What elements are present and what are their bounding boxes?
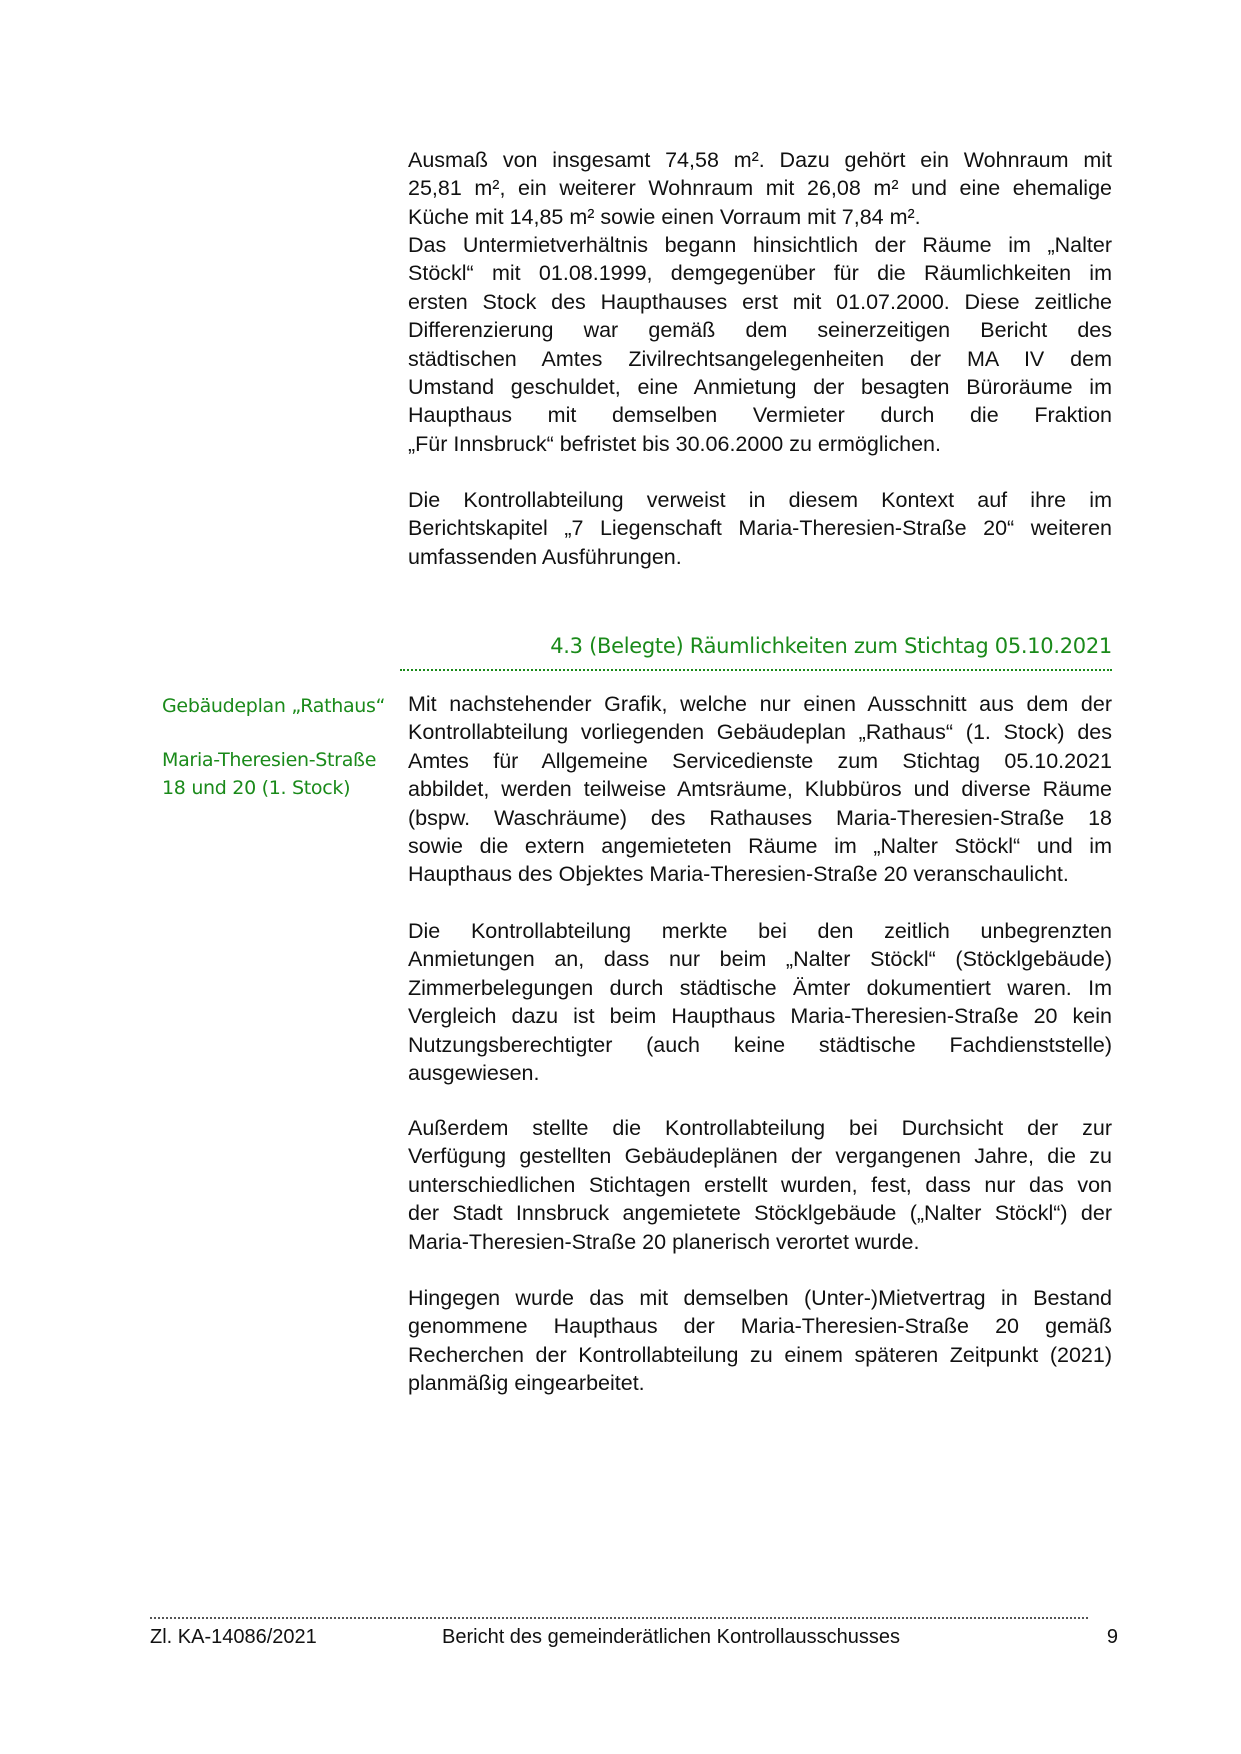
footer-reference: Zl. KA-14086/2021 [150, 1626, 317, 1648]
text-line: Umstand geschuldet, eine Anmietung der besagten Büroräume im [408, 375, 1112, 400]
text-line: städtischen Amtes Zivilrechtsangelegenheiten der MA IV dem [408, 346, 1112, 371]
text-line: Kontrollabteilung vorliegenden Gebäudeplan „Rathaus“ (1. Stock) des [408, 720, 1112, 745]
text-line: Das Untermietverhältnis begann hinsichtlich der Räume im „Nalter [408, 233, 1112, 257]
text-line: Hingegen wurde das mit demselben (Unter-)Mietvertrag in Bestand [408, 1286, 1112, 1310]
text-line: Berichtskapitel „7 Liegenschaft Maria-Theresien-Straße 20“ weiteren [408, 516, 1112, 541]
text-line: Differenzierung war gemäß dem seinerzeitigen Bericht des [408, 318, 1112, 343]
paragraph-building-plans-review [408, 1114, 1112, 1256]
text-line: umfassenden Ausführungen. [408, 544, 682, 569]
text-line: sowie die extern angemieteten Räume im „Nalter Stöckl“ und im [408, 834, 1112, 859]
text-line: Küche mit 14,85 m² sowie einen Vorraum mit 7,84 m². [408, 204, 921, 229]
text-line: abbildet, werden teilweise Amtsräume, Klubbüros und diverse Räume [408, 777, 1112, 802]
page-number: 9 [1106, 1626, 1118, 1648]
text-line: Amtes für Allgemeine Servicedienste zum Stichtag 05.10.2021 [408, 748, 1112, 773]
margin-note-text: Gebäudeplan „Rathaus“ [162, 695, 386, 717]
margin-note-text: 18 und 20 (1. Stock) [162, 777, 351, 799]
text-line: Nutzungsberechtigter (auch keine städtische Fachdienststelle) [408, 1032, 1112, 1057]
text-line: (bspw. Waschräume) des Rathauses Maria-Theresien-Straße 18 [408, 805, 1112, 830]
text-line: Haupthaus des Objektes Maria-Theresien-Straße 20 veranschaulicht. [408, 862, 1069, 887]
text-line: Außerdem stellte die Kontrollabteilung bei Durchsicht der zur [408, 1116, 1112, 1140]
text-line: Die Kontrollabteilung merkte bei den zeitlich unbegrenzten [408, 919, 1112, 943]
text-line: Mit nachstehender Grafik, welche nur einen Ausschnitt aus dem der [408, 692, 1112, 716]
paragraph-reference-chapter [408, 486, 1112, 571]
heading-divider [400, 669, 1112, 671]
footer-title: Bericht des gemeinderätlichen Kontrollausschusses [442, 1626, 901, 1648]
text-line: ausgewiesen. [408, 1061, 540, 1086]
text-line: genommene Haupthaus der Maria-Theresien-Straße 20 gemäß [408, 1314, 1112, 1339]
paragraph-unlimited-leases [408, 917, 1112, 1087]
text-line: ersten Stock des Haupthauses erst mit 01.07.2000. Diese zeitliche [408, 289, 1112, 314]
margin-note-building-plan [162, 692, 392, 720]
text-line: Anmietungen an, dass nur beim „Nalter Stöckl“ (Stöcklgebäude) [408, 947, 1112, 972]
paragraph-graphic-description [408, 690, 1112, 889]
text-line: unterschiedlichen Stichtagen erstellt wurden, fest, dass nur das von [408, 1172, 1112, 1197]
text-line: Maria-Theresien-Straße 20 planerisch verortet wurde. [408, 1229, 920, 1254]
margin-note-address [162, 746, 392, 802]
text-line: der Stadt Innsbruck angemietete Stöcklgebäude („Nalter Stöckl“) der [408, 1201, 1112, 1226]
text-line: planmäßig eingearbeitet. [408, 1371, 645, 1396]
text-line: Die Kontrollabteilung verweist in diesem Kontext auf ihre im [408, 488, 1112, 512]
text-line: Haupthaus mit demselben Vermieter durch die Fraktion [408, 403, 1112, 428]
text-line: „Für Innsbruck“ befristet bis 30.06.2000 zu ermöglichen. [408, 431, 941, 456]
text-line: Verfügung gestellten Gebäudeplänen der vergangenen Jahre, die zu [408, 1144, 1112, 1169]
text-line: Recherchen der Kontrollabteilung zu einem späteren Zeitpunkt (2021) [408, 1342, 1112, 1367]
text-line: Zimmerbelegungen durch städtische Ämter dokumentiert waren. Im [408, 975, 1112, 1000]
paragraph-main-house-integration [408, 1284, 1112, 1398]
margin-note-text: Maria-Theresien-Straße [162, 749, 377, 771]
text-line: Ausmaß von insgesamt 74,58 m². Dazu gehört ein Wohnraum mit [408, 148, 1112, 172]
text-line: Stöckl“ mit 01.08.1999, demgegenüber für die Räumlichkeiten im [408, 261, 1112, 286]
paragraph-sublease-start [408, 231, 1112, 458]
paragraph-area-dimensions [408, 146, 1112, 231]
text-line: 25,81 m², ein weiterer Wohnraum mit 26,08 m² und eine ehemalige [408, 176, 1112, 201]
footer-divider [150, 1617, 1088, 1619]
text-line: Vergleich dazu ist beim Haupthaus Maria-Theresien-Straße 20 kein [408, 1004, 1112, 1029]
section-heading: 4.3 (Belegte) Räumlichkeiten zum Stichtag 05.10.2021 [550, 634, 1112, 658]
